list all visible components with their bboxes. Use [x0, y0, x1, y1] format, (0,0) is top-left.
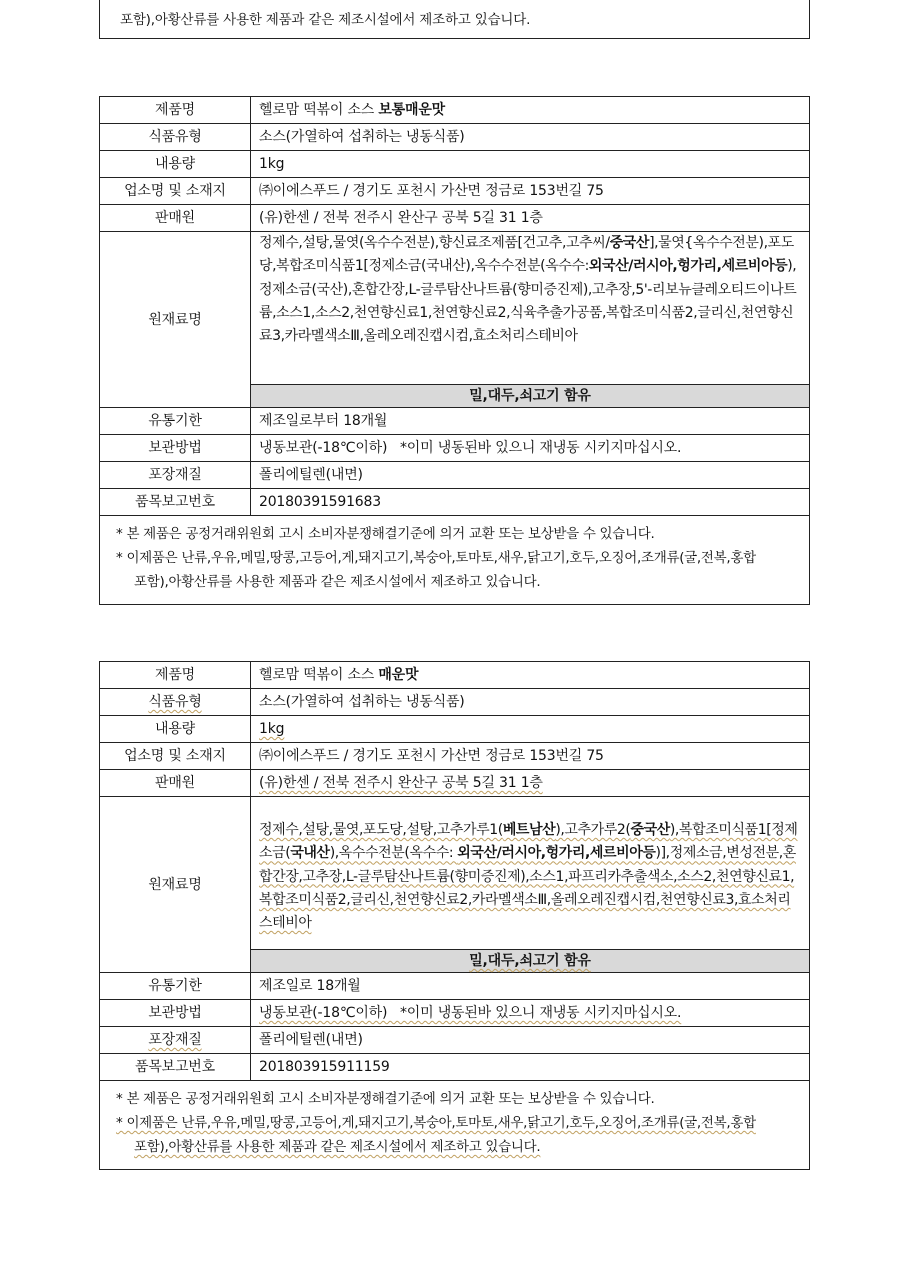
value-cell: 소스(가열하여 섭취하는 냉동식품): [251, 124, 810, 151]
product-name-prefix: 헬로맘 떡볶이 소스: [259, 102, 379, 118]
note-line: [116, 1111, 795, 1135]
label-cell: 업소명 및 소재지: [100, 743, 251, 770]
row-product-name: [100, 97, 809, 124]
product-name-cell: [251, 97, 810, 124]
value-cell: 폴리에틸렌(내면): [251, 1027, 810, 1054]
note-text: 포함),아황산류를 사용한 제품과 같은 제조시설에서 제조하고 있습니다.: [134, 1139, 541, 1155]
label-cell: 유통기한: [100, 973, 251, 1000]
row-food-type: [100, 689, 809, 716]
label-cell: 식품유형: [100, 124, 251, 151]
row-manufacturer: [100, 743, 809, 770]
value-cell: 제조일로부터 18개월: [251, 408, 810, 435]
row-shelf-life: [100, 408, 809, 435]
value-cell: 201803915911159: [251, 1054, 810, 1081]
value-cell: [251, 770, 810, 797]
label-cell: 업소명 및 소재지: [100, 178, 251, 205]
row-ingredients: [100, 797, 809, 973]
note-line: 포함),아황산류를 사용한 제품과 같은 제조시설에서 제조하고 있습니다.: [120, 12, 531, 28]
ingredients-part: ),복합조미식품1[정제소금(: [259, 822, 798, 862]
row-manufacturer: [100, 178, 809, 205]
label-cell: 원재료명: [100, 797, 251, 973]
row-ingredients: [100, 232, 809, 408]
notes-section: [100, 516, 809, 604]
label-cell: 품목보고번호: [100, 1054, 251, 1081]
label-cell: 보관방법: [100, 435, 251, 462]
label-cell: 판매원: [100, 770, 251, 797]
label-cell: 제품명: [100, 662, 251, 689]
value-cell: 폴리에틸렌(내면): [251, 462, 810, 489]
note-line: 포함),아황산류를 사용한 제품과 같은 제조시설에서 제조하고 있습니다.: [134, 574, 541, 590]
label-cell: 원재료명: [100, 232, 251, 408]
value-cell: 냉동보관(-18℃이하) *이미 냉동된바 있으니 재냉동 시키지마십시오.: [251, 435, 810, 462]
ingredients-origin: 중국산: [609, 235, 650, 251]
row-volume: [100, 716, 809, 743]
allergen-notice: [251, 949, 809, 972]
row-storage: [100, 435, 809, 462]
note-text: * 이제품은 난류,우유,메밀,땅콩,고등어,게,돼지고기,복숭아,토마토,새우,닭고기,호두,오징어,조개류(굴,전복,홍합: [116, 1115, 756, 1131]
ingredients-origin: 국내산: [290, 845, 330, 862]
row-packaging: [100, 462, 809, 489]
product-name-cell: [251, 662, 810, 689]
row-product-name: [100, 662, 809, 689]
product-info-table: [100, 97, 809, 516]
allergen-text: 밀,대두,쇠고기 함유: [469, 953, 591, 969]
value-cell: 제조일로 18개월: [251, 973, 810, 1000]
ingredients-origin: 베트남산: [502, 822, 556, 838]
label-cell: [100, 689, 251, 716]
product-info-box-2: [99, 661, 810, 1170]
note-line: * 본 제품은 공정거래위원회 고시 소비자분쟁해결기준에 의거 교환 또는 보상받을 수 있습니다.: [116, 526, 655, 542]
ingredients-part: 정제수,설탕,물엿(옥수수전분),향신료조제품[건고추,고추씨/: [259, 235, 610, 251]
ingredients-part: ],물엿{옥수수전분),포도당,복합조미식품1[정제소금(국내산),옥수수전분(옥수수:: [259, 235, 794, 275]
value-cell: 소스(가열하여 섭취하는 냉동식품): [251, 689, 810, 716]
ingredients-cell: [251, 797, 810, 973]
label-text: 포장재질: [148, 1032, 202, 1048]
ingredients-body: [259, 822, 798, 931]
label-cell: 내용량: [100, 151, 251, 178]
value-cell: [251, 716, 810, 743]
product-info-box-1: [99, 96, 810, 605]
row-report-no: [100, 489, 809, 516]
value-text: 1kg: [259, 721, 285, 737]
row-report-no: [100, 1054, 809, 1081]
note-line: [116, 1135, 795, 1159]
product-name-prefix: 헬로맘 떡볶이 소스: [259, 667, 379, 683]
label-cell: 품목보고번호: [100, 489, 251, 516]
value-cell: 20180391591683: [251, 489, 810, 516]
ingredients-part: ),옥수수전분(옥수수:: [329, 845, 458, 862]
label-text: 식품유형: [148, 694, 202, 710]
row-volume: [100, 151, 809, 178]
ingredients-text: [251, 797, 809, 949]
value-text: (유)한센 / 전북 전주시 완산구 공북 5길 31 1층: [259, 775, 543, 791]
row-seller: [100, 770, 809, 797]
ingredients-part: )],정제소금,변성전분,혼합간장,고추장,L-글루탐산나트륨(향미증진제),소스1,파프리카추출색소,소스2,천연향신료1,복합조미식품2,글리신,천연향신료2,카라멜색소Ⅲ,올레오레진캡시컴,천연향신료3,효소처리스테비아: [259, 845, 796, 932]
ingredients-part: 정제수,설탕,물엿,포도당,설탕,고추가루1(: [259, 822, 503, 838]
label-cell: 포장재질: [100, 462, 251, 489]
product-name-variant: 매운맛: [378, 667, 419, 683]
label-cell: 판매원: [100, 205, 251, 232]
label-cell: 제품명: [100, 97, 251, 124]
ingredients-origin: 외국산/러시아,헝가리,세르비아등: [457, 845, 656, 862]
note-line: * 본 제품은 공정거래위원회 고시 소비자분쟁해결기준에 의거 교환 또는 보상받을 수 있습니다.: [116, 1091, 655, 1107]
value-text: 냉동보관(-18℃이하) *이미 냉동된바 있으니 재냉동 시키지마십시오.: [259, 1005, 682, 1021]
row-seller: [100, 205, 809, 232]
notes-section: [100, 1081, 809, 1169]
ingredients-part: ),고추가루2(: [555, 822, 631, 838]
value-cell: [251, 1000, 810, 1027]
ingredients-part: ),정제소금(국산),혼합간장,L-글루탐산나트륨(향미증진제),고추장,5'-리보뉴클레오티드이나트륨,소스1,소스2,천연향신료1,천연향신료2,식육추출가공품,복합조미식품2,글리신,천연향신료3,카라멜색소Ⅲ,올레오레진캡시컴,효소처리스테비아: [259, 258, 797, 345]
value-cell: ㈜이에스푸드 / 경기도 포천시 가산면 정금로 153번길 75: [251, 743, 810, 770]
row-packaging: [100, 1027, 809, 1054]
product-info-table: [100, 662, 809, 1081]
ingredients-origin: 중국산: [630, 822, 670, 838]
label-cell: 내용량: [100, 716, 251, 743]
row-shelf-life: [100, 973, 809, 1000]
label-cell: [100, 1027, 251, 1054]
note-line: * 이제품은 난류,우유,메밀,땅콩,고등어,게,돼지고기,복숭아,토마토,새우,닭고기,호두,오징어,조개류(굴,전복,홍합: [116, 550, 756, 566]
allergen-notice: 밀,대두,쇠고기 함유: [251, 384, 809, 407]
ingredients-text: [251, 232, 809, 384]
value-cell: ㈜이에스푸드 / 경기도 포천시 가산면 정금로 153번길 75: [251, 178, 810, 205]
ingredients-cell: [251, 232, 810, 408]
label-cell: 유통기한: [100, 408, 251, 435]
ingredients-origin: 외국산/러시아,헝가리,세르비아등: [588, 258, 788, 275]
value-cell: 1kg: [251, 151, 810, 178]
top-notes-box: [99, 0, 810, 39]
row-food-type: [100, 124, 809, 151]
row-storage: [100, 1000, 809, 1027]
label-cell: 보관방법: [100, 1000, 251, 1027]
value-cell: (유)한센 / 전북 전주시 완산구 공북 5길 31 1층: [251, 205, 810, 232]
product-name-variant: 보통매운맛: [378, 102, 445, 118]
